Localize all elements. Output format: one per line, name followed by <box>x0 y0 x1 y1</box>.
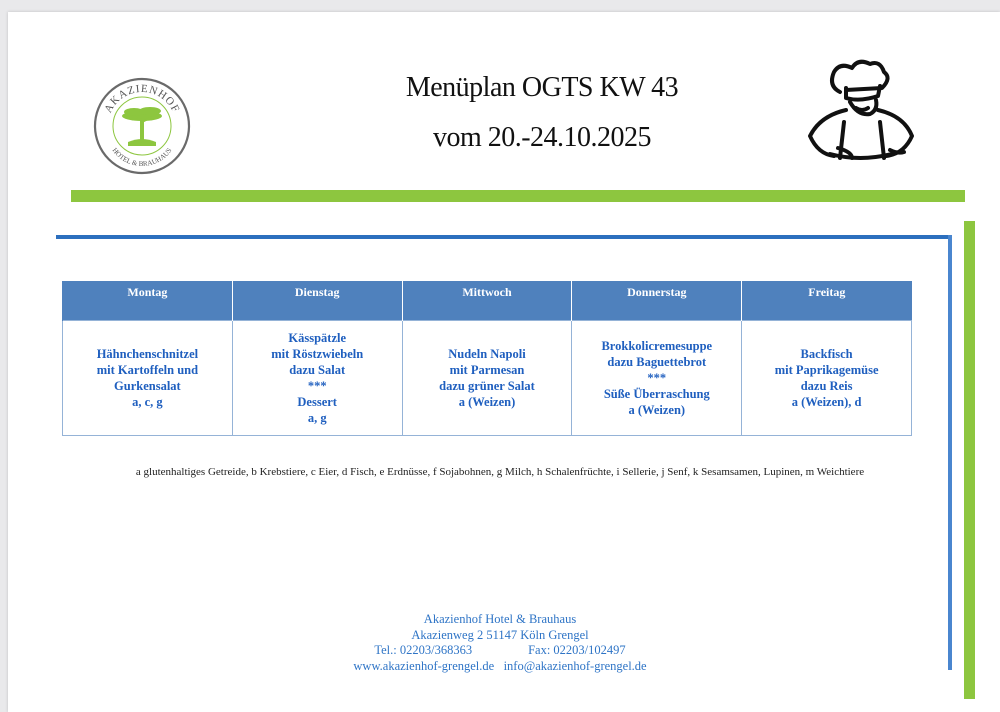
dish-montag <box>63 321 233 436</box>
menu-title: Menüplan OGTS KW 43 <box>405 72 679 103</box>
dish-line: dazu grüner Salat <box>439 379 535 393</box>
allergen-codes: a (Weizen), d <box>791 395 862 409</box>
footer-phone: Tel.: 02203/368363 <box>374 643 473 657</box>
dish-freitag <box>742 321 912 436</box>
day-header-dienstag: Dienstag <box>232 281 402 321</box>
dish-line: mit Parmesan <box>449 363 525 377</box>
separator: *** <box>307 379 327 393</box>
dish-line: Backfisch <box>800 347 853 361</box>
green-divider-horizontal <box>71 190 965 202</box>
footer-contact <box>0 612 1000 674</box>
allergen-codes: a (Weizen) <box>458 395 516 409</box>
menu-dishes-row <box>63 321 912 436</box>
dish-line: Kässpätzle <box>288 331 347 345</box>
blue-divider-horizontal <box>56 235 952 239</box>
logo-top-text: AKAZIENHOF <box>102 82 182 115</box>
day-header-montag: Montag <box>63 281 233 321</box>
dish-line: Süße Überraschung <box>603 387 710 401</box>
footer-address: Akazienweg 2 51147 Köln Grengel <box>411 627 589 642</box>
dish-line: mit Röstzwiebeln <box>271 347 364 361</box>
chef-icon <box>800 58 922 168</box>
dish-line: dazu Salat <box>289 363 346 377</box>
logo-bottom-text: HOTEL & BRAUHAUS <box>110 146 174 169</box>
day-header-freitag: Freitag <box>742 281 912 321</box>
dish-mittwoch <box>402 321 572 436</box>
dish-donnerstag <box>572 321 742 436</box>
dish-line: Brokkolicremesuppe <box>601 339 713 353</box>
allergen-codes: a, c, g <box>132 395 163 409</box>
menu-date-range: vom 20.-24.10.2025 <box>432 122 652 153</box>
day-header-donnerstag: Donnerstag <box>572 281 742 321</box>
dish-line: Nudeln Napoli <box>448 347 526 361</box>
menu-table <box>62 281 912 436</box>
menu-header-row <box>63 281 912 321</box>
footer-email-link[interactable]: info@akazienhof-grengel.de <box>503 658 647 673</box>
footer-website-link[interactable]: www.akazienhof-grengel.de <box>353 658 495 673</box>
footer-company-name: Akazienhof Hotel & Brauhaus <box>423 612 577 626</box>
allergen-legend: a glutenhaltiges Getreide, b Krebstiere, c Eier, d Fisch, e Erdnüsse, f Sojabohnen, g Milch, h Schalenfrüchte, i Sellerie, j Senf, k Sesamsamen, Lupinen, m Weichtiere <box>135 466 865 478</box>
day-header-mittwoch: Mittwoch <box>402 281 572 321</box>
dish-dienstag <box>232 321 402 436</box>
footer-fax: Fax: 02203/102497 <box>528 643 626 657</box>
allergen-codes: a (Weizen) <box>628 403 686 417</box>
separator: *** <box>647 371 667 385</box>
dish-line: mit Paprikagemüse <box>774 363 879 377</box>
dish-line: dazu Baguettebrot <box>607 355 707 369</box>
blue-divider-vertical <box>948 235 952 670</box>
dish-line: mit Kartoffeln und <box>96 363 199 377</box>
dish-line: Gurkensalat <box>114 379 181 393</box>
dish-line: Hähnchenschnitzel <box>96 347 199 361</box>
dish-line: dazu Reis <box>800 379 853 393</box>
dish-line: Dessert <box>297 395 337 409</box>
allergen-codes: a, g <box>307 411 327 425</box>
